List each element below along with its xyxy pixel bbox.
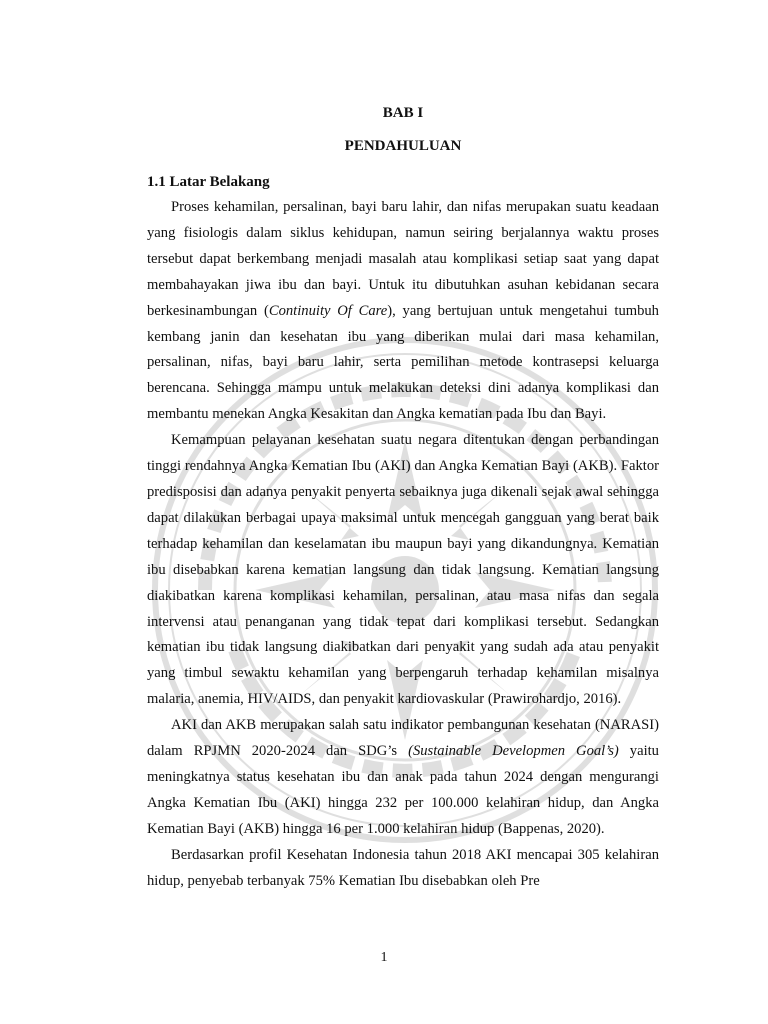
section-heading: 1.1 Latar Belakang	[147, 174, 270, 190]
paragraph-text: Berdasarkan profil Kesehatan Indonesia tahun 2018 AKI mencapai 305 kelahiran hidup, penyebab terbanyak 75% Kematian Ibu disebabkan oleh Pre	[147, 846, 659, 889]
paragraph-text: Proses kehamilan, persalinan, bayi baru lahir, dan nifas merupakan suatu keadaan yang fisiologis dalam siklus kehidupan, namun seiring berjalannya waktu proses tersebut dapat berkembang menjadi masalah atau komplikasi setiap saat yang dapat membahayakan jiwa ibu dan bayi. Untuk itu dibutuhkan asuhan kebidanan secara berkesinambungan (	[147, 199, 659, 319]
paragraph-text: AKI dan AKB merupakan salah satu indikator pembangunan kesehatan (NARASI) dalam RPJMN 2020-2024 dan SDG’s	[147, 717, 659, 760]
paragraph-text: Kemampuan pelayanan kesehatan suatu negara ditentukan dengan perbandingan tinggi rendahnya Angka Kematian Ibu (AKI) dan Angka Kematian Bayi (AKB). Faktor predisposisi dan adanya penyakit penyerta sebaiknya juga dikenali sejak awal sehingga dapat dilakukan berbagai upaya maksimal untuk mencegah gangguan yang berat baik terhadap kehamilan dan keselamatan ibu maupun bayi yang dikandungnya. Kematian ibu disebabkan karena kematian langsung dan tidak langsung. Kematian langsung diakibatkan karena komplikasi kehamilan, persalinan, atau masa nifas dan segala intervensi atau penanganan yang tidak tepat dari komplikasi tersebut. Sedangkan kematian ibu tidak langsung diakibatkan dari penyakit yang sudah ada atau penyakit yang timbul sewaktu kehamilan yang berpengaruh terhadap kehamilan misalnya malaria, anemia, HIV/AIDS, dan penyakit kardiovaskular (Prawirohardjo, 2016).	[147, 432, 659, 708]
page-number: 1	[380, 950, 388, 965]
emphasis-continuity-of-care: Continuity Of Care	[268, 302, 388, 319]
paragraph-2	[147, 428, 659, 713]
paragraph-4	[147, 843, 659, 895]
paragraph-text: ), yang bertujuan untuk mengetahui tumbuh kembang janin dan kesehatan ibu yang diberikan mulai dari masa kehamilan, persalinan, nifas, bayi baru lahir, serta pemilihan metode kontrasepsi keluarga berencana. Sehingga mampu untuk melakukan deteksi dini adanya komplikasi dan membantu menekan Angka Kesakitan dan Angka kematian pada Ibu dan Bayi.	[147, 302, 659, 423]
chapter-number: BAB I	[382, 105, 424, 121]
paragraph-text: yaitu meningkatnya status kesehatan ibu dan anak pada tahun 2024 dengan mengurangi Angka Kematian Ibu (AKI) hingga 232 per 100.000 kelahiran hidup, dan Angka Kematian Bayi (AKB) hingga 16 per 1.000 kelahiran hidup (Bappenas, 2020).	[147, 743, 659, 837]
paragraph-1	[147, 195, 659, 428]
chapter-title: PENDAHULUAN	[344, 138, 462, 154]
emphasis-sdgs: (Sustainable Developmen Goal’s)	[408, 743, 619, 760]
body-text	[147, 195, 659, 894]
paragraph-3	[147, 713, 659, 843]
